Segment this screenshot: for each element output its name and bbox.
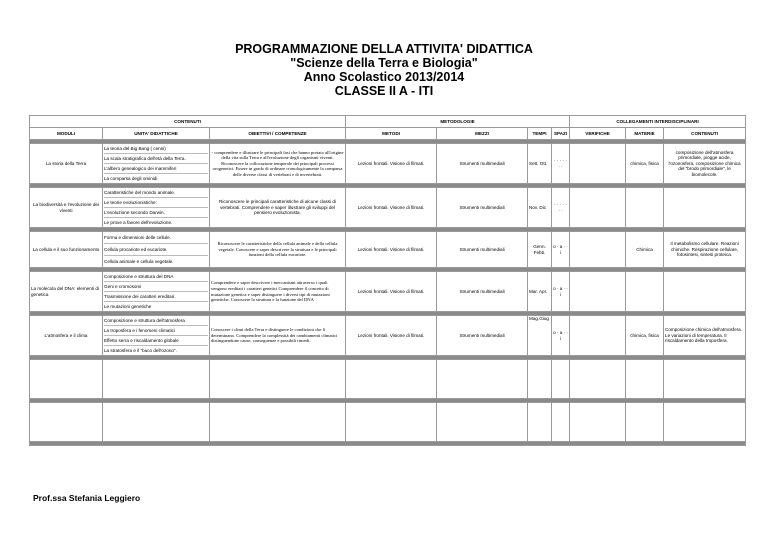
separator: [30, 442, 746, 446]
verifiche-cell: [570, 232, 626, 268]
col-moduli: MODULI: [30, 128, 103, 140]
col-verifiche: VERIFICHE: [570, 128, 626, 140]
verifiche-cell: [570, 188, 626, 228]
unita-cell: [103, 232, 210, 268]
spazi-cell: o · a · · i: [552, 232, 570, 268]
contenuti-cell: [664, 272, 746, 312]
mezzi-cell: Strumenti multimediali: [437, 144, 528, 184]
mezzi-cell: Strumenti multimediali: [437, 272, 528, 312]
modulo-cell: La storia della Terra: [30, 144, 103, 184]
col-unita: UNITA' DIDATTICHE: [103, 128, 210, 140]
title-line-2: "Scienze della Terra e Biologia": [290, 56, 478, 70]
unita-item: Le prove a favore dell'evoluzione.: [104, 219, 173, 225]
obiettivi-cell: Riconoscere le principali caratteristiche di alcune classi di vertebrati. Comprendere e saper illustrare gli sviluppi del pensiero evoluzionista.: [210, 188, 346, 228]
unita-item: La comparsa degli ominidi: [104, 175, 158, 181]
contenuti-cell: composizione dell'atmosfera primordiale, piogge acide, l'ozonosfera, composizione chimica del "brodo primordiale", le biomolecole.: [664, 144, 746, 184]
table-row: [30, 188, 746, 228]
tempi-cell: Mar. Apr.: [528, 272, 552, 312]
unita-item: Effetto serra e riscaldamento globale: [104, 336, 208, 346]
col-tempi: TEMPI: [528, 128, 552, 140]
title-line-3: Anno Scolastico 2013/2014: [303, 70, 465, 84]
unita-cell: [103, 316, 210, 356]
unita-item: Geni e cromosomi: [104, 282, 208, 292]
tempi-cell: Sett. Ott.: [528, 144, 552, 184]
unita-item: L'albero genealogico dei mammiferi: [104, 164, 208, 174]
unita-cell: [103, 144, 210, 184]
contenuti-cell: [664, 188, 746, 228]
unita-item: La teoria del Big Bang ( cenni): [104, 144, 208, 154]
unita-item: Cellula procariote ed eucariote.: [104, 244, 208, 256]
table-row: [30, 232, 746, 268]
unita-cell: [103, 272, 210, 312]
col-metodi: METODI: [346, 128, 437, 140]
unita-item: Composizione e struttura dell'atmosfera: [104, 316, 208, 326]
materie-cell: [626, 188, 664, 228]
title-line-1: PROGRAMMAZIONE DELLA ATTIVITA' DIDATTICA: [235, 42, 533, 56]
materie-cell: chimica, fisica: [626, 144, 664, 184]
spazi-cell: o · a · · i: [552, 272, 570, 312]
metodi-cell: Lezioni frontali. Visione di filmati.: [346, 144, 437, 184]
obiettivi-cell: Comprendere e saper descrivere i meccanismi attraverso i quali vengono ereditati i caratteri genetici Comprendere il concetto di mutazione genetica e saper distinguere i diversi tipi di mutazioni genetiche. Conoscere la struttura e la funzione del DNA: [210, 272, 346, 312]
verifiche-cell: [570, 316, 626, 356]
unita-item: Cellula animale e cellula vegetale.: [104, 258, 174, 264]
unita-cell: [103, 188, 210, 228]
contenuti-cell: Composizione chimica dell'atmosfera. Le variazioni di temperatura. Il riscaldamento della troposfera.: [664, 316, 746, 356]
group-collegamenti: COLLEGAMENTI INTERDISCIPLINARI: [570, 116, 746, 128]
metodi-cell: Lezioni frontali. Visione di filmati.: [346, 272, 437, 312]
metodi-cell: Lezioni frontali. Visione di filmati.: [346, 232, 437, 268]
col-spazi: SPAZI: [552, 128, 570, 140]
modulo-cell: La biodiversità e l'evoluzione dei viventi: [30, 188, 103, 228]
mezzi-cell: Strumenti multimediali: [437, 232, 528, 268]
group-contenuti: CONTENUTI: [30, 116, 346, 128]
teacher-signature: Prof.ssa Stefania Leggiero: [33, 493, 141, 503]
unita-item: La troposfera e i fenomeni climatici: [104, 326, 208, 336]
table-row: [30, 316, 746, 356]
tempi-cell: Genn. Febb.: [528, 232, 552, 268]
modulo-cell: L'atmosfera e il clima: [30, 316, 103, 356]
tempi-cell: Nov. Dic: [528, 188, 552, 228]
unita-item: Trasmissione dei caratteri ereditari.: [104, 292, 208, 302]
metodi-cell: Lezioni frontali. Visione di filmati.: [346, 316, 437, 356]
spazi-cell: · · · · · · ·: [552, 144, 570, 184]
obiettivi-cell: Riconoscere le caratteristiche della cellula animale e della cellula vegetale. Conoscere e saper descrivere la struttura e le principali funzioni della cellula eucariote.: [210, 232, 346, 268]
materie-cell: chimica, fisica: [626, 316, 664, 356]
unita-item: Le teorie evoluzionistiche:: [104, 198, 208, 208]
table-row: [30, 272, 746, 312]
spazi-cell: o · a · · i: [552, 316, 570, 356]
programming-table: [29, 115, 746, 446]
unita-item: Le mutazioni genetiche: [104, 303, 152, 309]
spazi-cell: · · · · · · ·: [552, 188, 570, 228]
modulo-cell: La molecola del DNA: elementi di genetica: [30, 272, 103, 312]
contenuti-cell: Il metabolismo cellulare. Reazioni chimiche. Respirazione cellulare, fotosintesi, sintesi proteica.: [664, 232, 746, 268]
col-materie: MATERIE: [626, 128, 664, 140]
group-metodologie: METODOLOGIE: [346, 116, 570, 128]
col-obiettivi: OBIETTIVI / COMPETENZE: [210, 128, 346, 140]
group-header-row: [30, 116, 746, 128]
empty-row: [30, 403, 746, 442]
unita-item: Caratteristiche del mondo animale.: [104, 188, 208, 198]
empty-row: [30, 360, 746, 399]
verifiche-cell: [570, 144, 626, 184]
mezzi-cell: Strumenti multimediali: [437, 316, 528, 356]
verifiche-cell: [570, 272, 626, 312]
col-mezzi: MEZZI: [437, 128, 528, 140]
materie-cell: [626, 272, 664, 312]
metodi-cell: Lezioni frontali. Visione di filmati.: [346, 188, 437, 228]
modulo-cell: La cellula e il suo funzionamento: [30, 232, 103, 268]
tempi-cell: Mag.Giug: [528, 316, 552, 356]
title-line-4: CLASSE II A - ITI: [334, 84, 434, 98]
unita-item: L'evoluzione secondo Darwin.: [104, 208, 208, 218]
unita-item: La stratosfera e il "buco dell'ozono".: [104, 347, 177, 353]
materie-cell: Chimica: [626, 232, 664, 268]
col-contenuti: CONTENUTI: [664, 128, 746, 140]
table-row: [30, 144, 746, 184]
column-header-row: [30, 128, 746, 140]
unita-item: Composizione e struttura del DNA: [104, 272, 208, 282]
unita-item: Forma e dimensioni delle cellule.: [104, 232, 208, 244]
unita-item: La scala stratigrafica dell'età della Terra.: [104, 154, 208, 164]
obiettivi-cell: - comprendere e illustrare le principali fasi che hanno portato all'origine della vita sulla Terra e all'evoluzione degli organismi viventi. Riconoscere la collocazione temporale dei principali processi orogenetici. Essere in grado di ordinare cronologicamente la comparsa delle diverse classi di vertebrati e di invertebrati.: [210, 144, 346, 184]
obiettivi-cell: Conoscere i climi della Terra e distinguere le condizioni che li determinano. Comprendere la complessità dei cambiamenti climatici distinguendone cause, conseguenze e possibili rimedi.: [210, 316, 346, 356]
mezzi-cell: Strumenti multimediali: [437, 188, 528, 228]
